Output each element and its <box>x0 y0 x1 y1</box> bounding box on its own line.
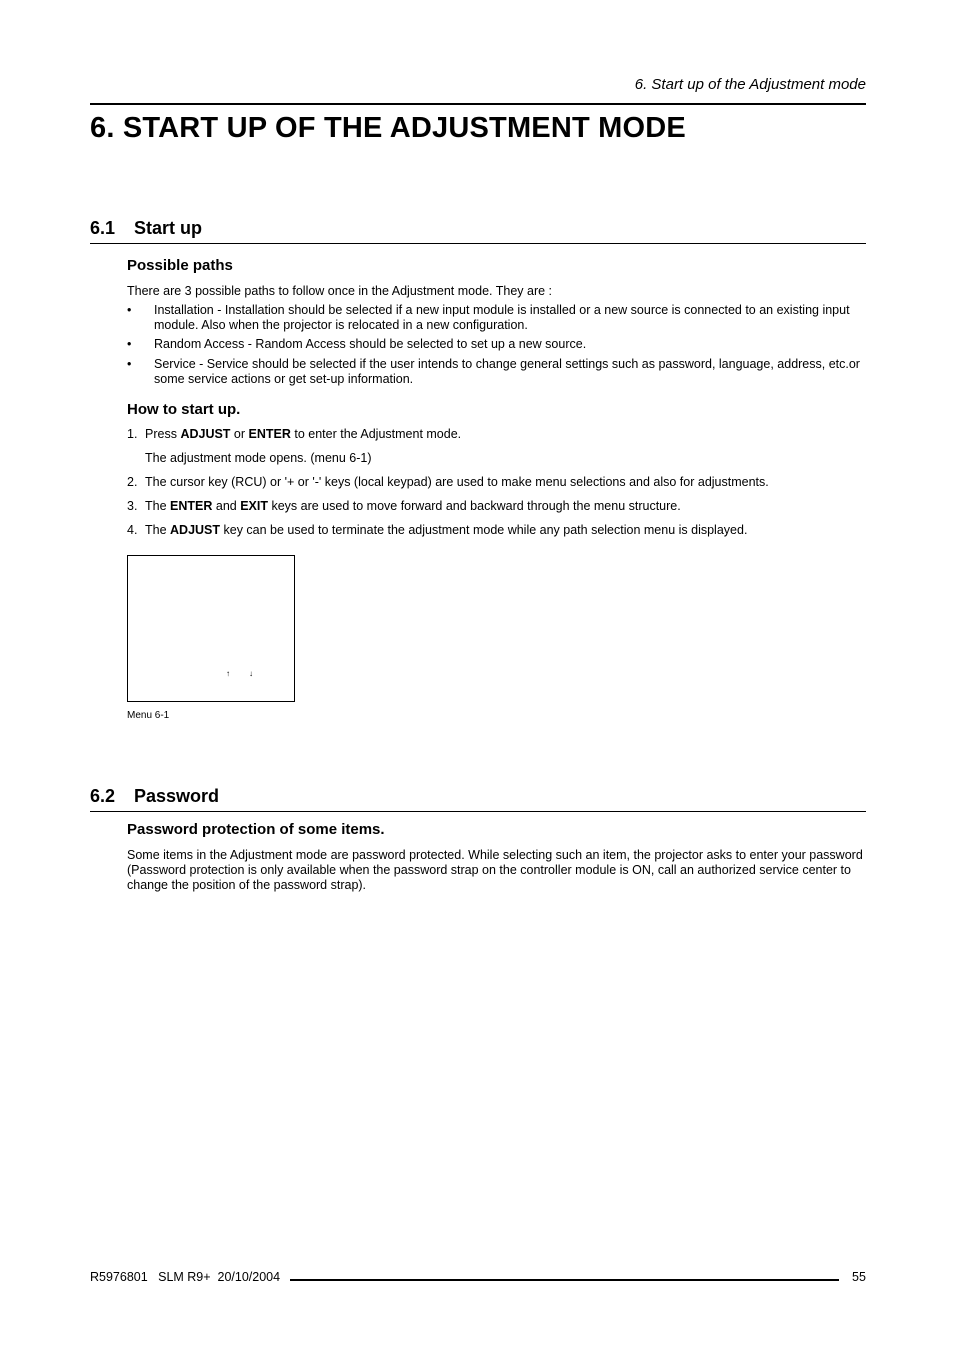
list-item <box>154 303 867 333</box>
footer-rule <box>290 1279 839 1281</box>
step-text-part: The <box>145 499 171 513</box>
step-number: 4. <box>127 523 138 537</box>
step-number: 2. <box>127 475 138 489</box>
list-item-line: Random Access - Random Access should be selected to set up a new source. <box>154 337 587 351</box>
key-name: ADJUST <box>170 523 221 537</box>
chapter-title: 6. START UP OF THE ADJUSTMENT MODE <box>90 112 686 144</box>
list-item-line: some service actions or get set-up information. <box>154 372 414 386</box>
step-text <box>145 523 867 538</box>
step-number: 1. <box>127 427 138 441</box>
section-title-password <box>90 786 219 807</box>
section-title-start-up <box>90 218 202 239</box>
step-text-part: key can be used to terminate the adjustment mode while any path selection menu is displayed. <box>220 523 748 537</box>
key-name: ENTER <box>170 499 213 513</box>
subheading-how-to-start-up: How to start up. <box>127 401 241 418</box>
subheading-password-protection: Password protection of some items. <box>127 821 385 838</box>
key-name: ENTER <box>248 427 291 441</box>
menu-6-1-figure <box>127 555 295 702</box>
bullet: • <box>127 303 132 317</box>
section-rule <box>90 811 866 812</box>
running-header: 6. Start up of the Adjustment mode <box>634 76 866 93</box>
figure-caption: Menu 6-1 <box>127 710 170 721</box>
section-label: Password <box>134 786 220 806</box>
step-result: The adjustment mode opens. (menu 6-1) <box>145 451 372 465</box>
list-item <box>154 337 867 352</box>
bullet: • <box>127 357 132 371</box>
page-number: 55 <box>852 1270 866 1284</box>
footer-doc-id: R5976801 SLM R9+ 20/10/2004 <box>90 1270 281 1284</box>
step-text <box>145 499 867 514</box>
step-text <box>145 427 867 442</box>
step-number: 3. <box>127 499 138 513</box>
step-text-part: and <box>212 499 241 513</box>
arrow-up-icon: ↑ <box>226 669 230 678</box>
key-name: ADJUST <box>180 427 231 441</box>
header-rule <box>90 103 866 105</box>
step-text-part: keys are used to move forward and backward through the menu structure. <box>268 499 681 513</box>
paragraph-line: change the position of the password strap). <box>127 878 367 892</box>
list-item <box>154 357 867 387</box>
paragraph-line: (Password protection is only available when the password strap on the controller module is ON, call an authorized service center to <box>127 863 851 877</box>
section-label: Start up <box>134 218 203 238</box>
arrow-down-icon: ↓ <box>249 669 253 678</box>
step-text-part: or <box>230 427 249 441</box>
key-name: EXIT <box>240 499 268 513</box>
section-number: 6.2 <box>90 786 116 806</box>
step-text-part: The <box>145 523 171 537</box>
password-paragraph <box>127 848 867 893</box>
paragraph-line: Some items in the Adjustment mode are password protected. While selecting such an item, the projector asks to enter your password <box>127 848 863 862</box>
section-rule <box>90 243 866 244</box>
step-text-part: Press <box>145 427 181 441</box>
step-text-part: to enter the Adjustment mode. <box>290 427 462 441</box>
bullet: • <box>127 337 132 351</box>
step-text: The cursor key (RCU) or '+ or '-' keys (local keypad) are used to make menu selections and also for adjustments. <box>145 475 769 489</box>
list-item-line: Installation - Installation should be selected if a new input module is installed or a new source is connected to an existing input <box>154 303 850 317</box>
subheading-possible-paths: Possible paths <box>127 257 233 274</box>
paths-intro: There are 3 possible paths to follow once in the Adjustment mode. They are : <box>127 284 553 298</box>
section-number: 6.1 <box>90 218 116 238</box>
list-item-line: Service - Service should be selected if the user intends to change general settings such as password, language, address, etc.or <box>154 357 860 371</box>
list-item-line: module. Also when the projector is relocated in a new configuration. <box>154 318 528 332</box>
